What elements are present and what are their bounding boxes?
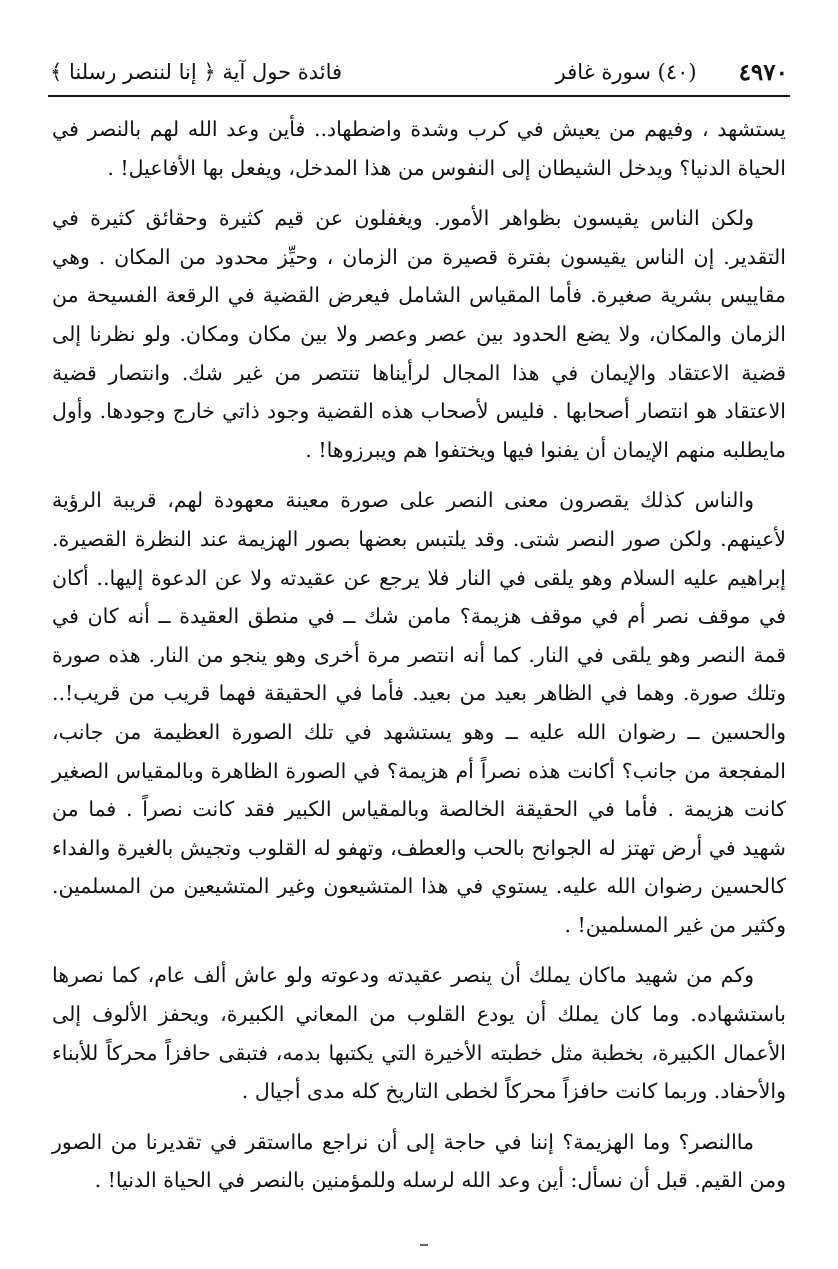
page-header <box>50 52 788 92</box>
page-number: ٤٩٧٠ <box>738 58 788 86</box>
paragraph: وكم من شهيد ماكان يملك أن ينصر عقيدته ودعوته ولو عاش ألف عام، كما نصرها باستشهاده. وما كان يملك أن يودع القلوب من المعاني الكبيرة، ويحفز الألوف إلى الأعمال الكبيرة، بخطبة مثل خطبته الأخيرة التي يكتبها بدمه، فتبقى حافزاً محركاً للأبناء والأحفاد. وربما كانت حافزاً محركاً لخطى التاريخ كله مدى أجيال . <box>52 963 786 1104</box>
paragraph: والناس كذلك يقصرون معنى النصر على صورة معينة معهودة لهم، قريبة الرؤية لأعينهم. ولكن صور النصر شتى. وقد يلتبس بعضها بصور الهزيمة عند النظرة القصيرة. إبراهيم عليه السلام وهو يلقى في النار فلا يرجع عن عقيدته ولا عن الدعوة إليها.. أكان في موقف نصر أم في موقف هزيمة؟ مامن شك ــ في منطق العقيدة ــ أنه كان في قمة النصر وهو يلقى في النار. كما أنه انتصر مرة أخرى وهو ينجو من النار. هذه صورة وتلك صورة. وهما في الظاهر بعيد من بعيد. فأما في الحقيقة فهما قريب من قريب!.. والحسين ــ رضوان الله عليه ــ وهو يستشهد في تلك الصورة العظيمة من جانب، المفجعة من جانب؟ أكانت هذه نصراً أم هزيمة؟ في الصورة الظاهرة وبالمقياس الصغير كانت هزيمة . فأما في الحقيقة الخالصة وبالمقياس الكبير فقد كانت نصراً . فما من شهيد في أرض تهتز له الجوانح بالحب والعطف، وتهفو له القلوب وتجيش بالغيرة والفداء كالحسين رضوان الله عليه. يستوي في هذا المتشيعون وغير المتشيعين من المسلمين. وكثير من غير المسلمين! . <box>52 488 786 937</box>
paragraph: يستشهد ، وفيهم من يعيش في كرب وشدة واضطهاد.. فأين وعد الله لهم بالنصر في الحياة الدنيا؟ ويدخل الشيطان إلى النفوس من هذا المدخل، ويفعل بها الأفاعيل! . <box>52 117 786 180</box>
paragraph: ماالنصر؟ وما الهزيمة؟ إننا في حاجة إلى أن نراجع مااستقر في تقديرنا من الصور ومن القيم. قبل أن نسأل: أين وعد الله لرسله وللمؤمنين بالنصر في الحياة الدنيا! . <box>52 1129 786 1193</box>
header-right-group <box>556 59 788 86</box>
surah-label: (٤٠) سورة غافر <box>555 60 697 84</box>
paragraph: ولكن الناس يقيسون بظواهر الأمور. ويغفلون عن قيم كثيرة وحقائق كثيرة في التقدير. إن الناس يقيسون بفترة قصيرة من الزمان ، وحيِّز محدود من المكان . وهي مقاييس بشرية صغيرة. فأما المقياس الشامل فيعرض القضية في الرقعة الفسيحة من الزمان والمكان، ولا يضع الحدود بين عصر وعصر ولا بين مكان ومكان. ولو نظرنا إلى قضية الاعتقاد والإيمان في هذا المجال لرأيناها تنتصر من غير شك. وانتصار قضية الاعتقاد هو انتصار أصحابها . فليس لأصحاب هذه القضية وجود ذاتي خارج وجودها. وأول مايطلبه منهم الإيمان أن يفنوا فيها ويختفوا هم ويبرزوها! . <box>52 206 786 462</box>
footer-mark <box>420 1244 428 1246</box>
page-body <box>52 110 786 1212</box>
section-title: فائدة حول آية ﴿ إنا لننصر رسلنا ﴾ <box>50 60 343 84</box>
header-rule <box>48 95 790 97</box>
